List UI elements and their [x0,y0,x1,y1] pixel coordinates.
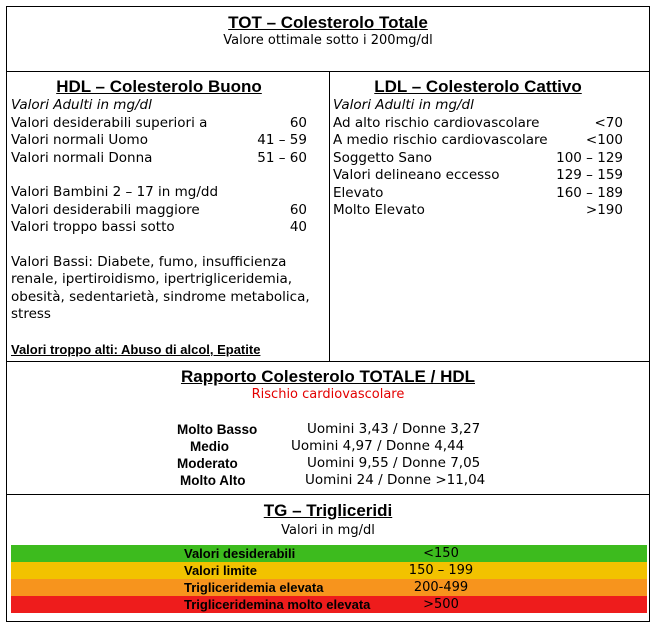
ratio-label: Molto Alto [180,473,246,488]
tg-row [11,545,647,562]
tg-section [7,501,649,539]
divider [7,494,649,495]
ratio-value: Uomini 4,97 / Donne 4,44 [291,438,465,454]
ratio-label: Molto Basso [177,422,258,437]
hdl-adult-row [11,132,307,150]
row-value: 60 [289,114,307,131]
hdl-low-line: renale, ipertiroidismo, ipertrigliceridemia, [11,271,293,287]
ldl-section [333,77,623,220]
ldl-row [333,132,623,150]
row-value: 160 – 189 [556,184,623,201]
ratio-row [180,472,245,490]
row-label: Soggetto Sano [333,149,433,166]
ratio-label: Medio [190,439,229,454]
row-value: <70 [594,114,623,131]
ldl-row [333,167,623,185]
row-label: Valori desiderabili maggiore [11,201,200,218]
tot-section [7,13,649,49]
ratio-label: Moderato [177,456,238,471]
row-label: Ad alto rischio cardiovascolare [333,114,540,131]
ldl-row [333,115,623,133]
ratio-row [177,421,257,439]
tot-title: TOT – Colesterolo Totale [228,13,428,32]
hdl-child-row [11,202,307,220]
row-label: Valori troppo bassi sotto [11,219,175,235]
row-value: 51 – 60 [257,149,307,166]
row-value: 60 [289,201,307,218]
ratio-row [177,455,238,473]
ldl-row [333,202,623,220]
row-value: >190 [585,202,623,218]
row-label: Valori normali Uomo [11,132,148,148]
row-label: A medio rischio cardiovascolare [333,132,548,148]
ldl-title: LDL – Colesterolo Cattivo [374,77,582,96]
ratio-section [7,367,649,403]
tg-label: Trigliceridemina molto elevata [184,597,371,612]
ratio-value: Uomini 3,43 / Donne 3,27 [307,421,481,437]
divider [7,71,649,72]
tg-row [11,579,647,596]
hdl-title: HDL – Colesterolo Buono [56,77,262,96]
tg-value: <150 [423,546,459,561]
ratio-value: Uomini 9,55 / Donne 7,05 [307,455,481,471]
row-label: Valori desiderabili superiori a [11,114,208,131]
column-divider [329,71,330,361]
hdl-adult-unit: Valori Adulti in mg/dl [11,97,152,113]
hdl-adult-row [11,115,307,133]
lipid-values-table [6,6,650,622]
row-label: Valori delineano eccesso [333,167,500,183]
ldl-unit: Valori Adulti in mg/dl [333,97,474,113]
tg-label: Trigliceridemia elevata [184,580,324,595]
ratio-row [190,438,229,456]
ratio-value: Uomini 24 / Donne >11,04 [305,472,486,488]
row-value: 100 – 129 [556,149,623,166]
hdl-low-line: Valori Bassi: Diabete, fumo, insufficienza [11,253,287,270]
tot-subtitle: Valore ottimale sotto i 200mg/dl [223,33,433,48]
row-label: Elevato [333,184,384,201]
hdl-high-note: Valori troppo alti: Abuso di alcol, Epatite [11,341,261,357]
row-label: Molto Elevato [333,202,425,218]
hdl-low-line: stress [11,306,51,322]
tg-label: Valori limite [184,563,257,578]
tg-value: >500 [423,597,459,612]
hdl-child-row [11,219,307,237]
tg-title: TG – Trigliceridi [263,501,393,520]
hdl-low-line: obesità, sedentarietà, sindrome metabolica, [11,288,310,305]
ldl-row [333,150,623,168]
hdl-adult-row [11,150,307,168]
tg-label: Valori desiderabili [184,546,296,561]
ratio-subtitle: Rischio cardiovascolare [251,387,405,402]
tg-row [11,596,647,613]
hdl-section [11,77,310,358]
row-value: 129 – 159 [556,167,623,183]
row-value: <100 [585,132,623,148]
row-value: 41 – 59 [257,132,307,148]
divider [7,361,649,362]
tg-value: 150 – 199 [408,563,474,578]
tg-row [11,562,647,579]
hdl-child-unit: Valori Bambini 2 – 17 in mg/dd [11,184,219,200]
ratio-title: Rapporto Colesterolo TOTALE / HDL [180,367,476,386]
tg-unit: Valori in mg/dl [281,523,375,538]
row-value: 40 [289,219,307,235]
ldl-row [333,185,623,203]
tg-value: 200-499 [413,580,469,595]
row-label: Valori normali Donna [11,149,153,166]
